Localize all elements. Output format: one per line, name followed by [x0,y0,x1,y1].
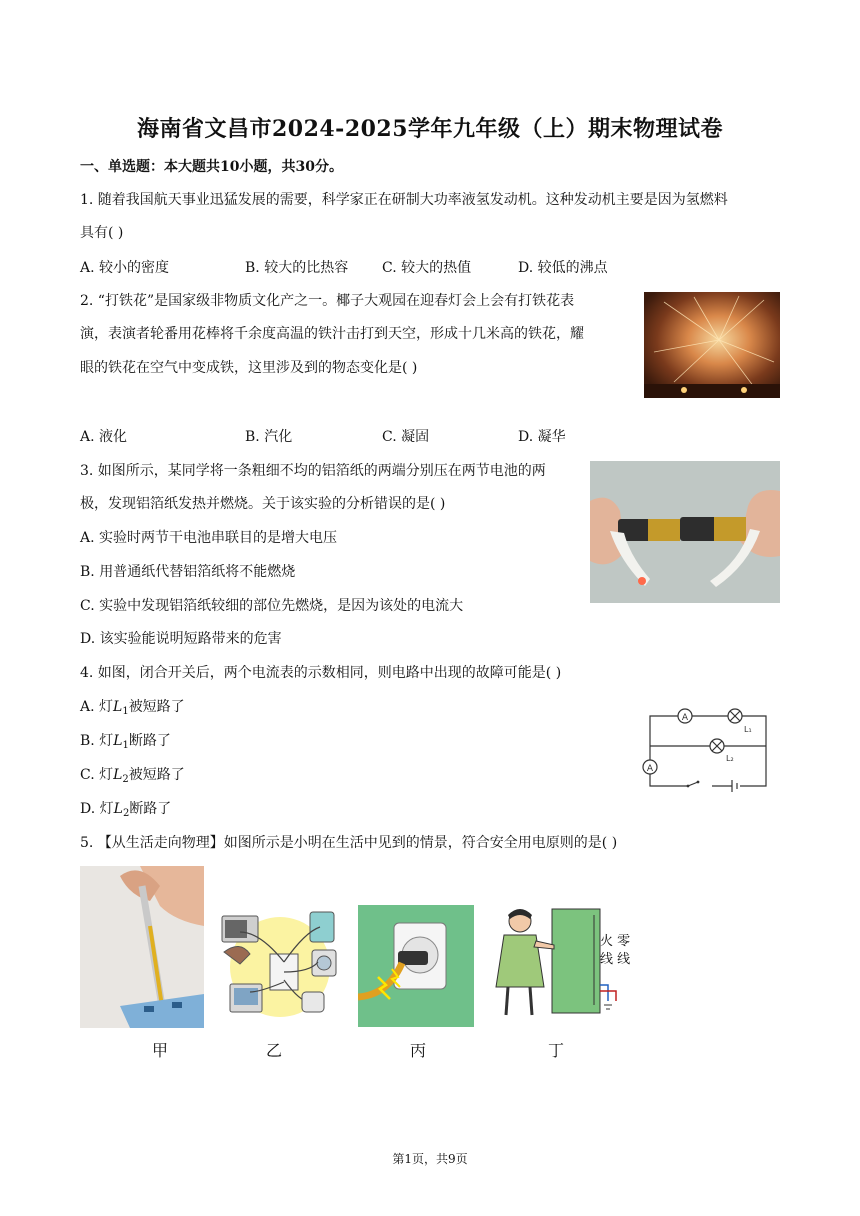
q3-stem-line2: 极，发现铝箔纸发热并燃烧。关于该实验的分析错误的是( ) [80,496,446,512]
q2-option-b: B. 汽化 [245,429,293,445]
q1-option-c: C. 较大的热值 [382,260,472,276]
q2-stem-line1: 2. “打铁花”是国家级非物质文化产之一。椰子大观园在迎春灯会上会有打铁花表 [80,293,575,309]
page-footer: 第1页，共9页 [392,1152,468,1166]
q2-option-d: D. 凝华 [518,429,566,445]
q3-option-d: D. 该实验能说明短路带来的危害 [80,631,282,647]
lamp2-label: L₂ [726,754,734,763]
q4-option-c: C. 灯$L_2$被短路了 [80,767,185,785]
q1-stem-line2: 具有( ) [80,225,124,241]
q2-option-a: A. 液化 [80,429,128,445]
section-heading: 一、单选题：本大题共10小题，共30分。 [80,159,343,175]
caption-jia: 甲 [152,1041,169,1060]
q2-option-c: C. 凝固 [382,429,430,445]
lamp1-label: L₁ [744,725,752,734]
q1-option-d: D. 较低的沸点 [518,260,608,276]
q2-stem-line2: 演，表演者轮番用花棒将千余度高温的铁汁击打到天空，形成十几米高的铁花，耀 [80,326,584,342]
q3-option-a: A. 实验时两节干电池串联目的是增大电压 [80,530,338,546]
q1-stem-line1: 1. 随着我国航天事业迅猛发展的需要，科学家正在研制大功率液氢发动机。这种发动机主要是因为氢燃料 [80,192,728,208]
q3-option-c: C. 实验中发现铝箔纸较细的部位先燃烧，是因为该处的电流大 [80,598,464,614]
wire-label-line2: 线 线 [600,952,631,967]
q2-stem-line3: 眼的铁花在空气中变成铁，这里涉及到的物态变化是( ) [80,360,418,376]
q3-option-b: B. 用普通纸代替铝箔纸将不能燃烧 [80,564,296,580]
wire-label-line1: 火 零 [600,934,631,949]
q3-stem-line1: 3. 如图所示，某同学将一条粗细不均的铝箔纸的两端分别压在两节电池的两 [80,463,546,479]
battery-foil-photo [590,461,780,603]
picture-bing-damaged-plug [358,905,474,1027]
page-title: 海南省文昌市2024-2025学年九年级（上）期末物理试卷 [136,116,724,142]
ammeter-label-top: A [681,713,689,723]
q1-option-b: B. 较大的比热容 [245,260,349,276]
circuit-diagram [640,704,770,794]
picture-yi-overloaded-socket [210,892,350,1022]
caption-ding: 丁 [548,1041,565,1060]
q4-stem: 4. 如图，闭合开关后，两个电流表的示数相同，则电路中出现的故障可能是( ) [80,665,562,681]
picture-jia-test-pen [80,866,204,1028]
caption-yi: 乙 [266,1041,283,1060]
q5-stem: 5. 【从生活走向物理】如图所示是小明在生活中见到的情景，符合安全用电原则的是( ) [80,835,618,851]
q1-option-a: A. 较小的密度 [80,260,170,276]
iron-flower-photo [644,292,780,398]
q4-option-a: A. 灯$L_1$被短路了 [80,699,185,717]
caption-bing: 丙 [410,1041,427,1060]
picture-ding-girl-fridge [482,905,642,1027]
q4-option-b: B. 灯$L_1$断路了 [80,733,171,751]
q4-option-d: D. 灯$L_2$断路了 [80,801,172,819]
ammeter-label-left: A [646,764,654,774]
